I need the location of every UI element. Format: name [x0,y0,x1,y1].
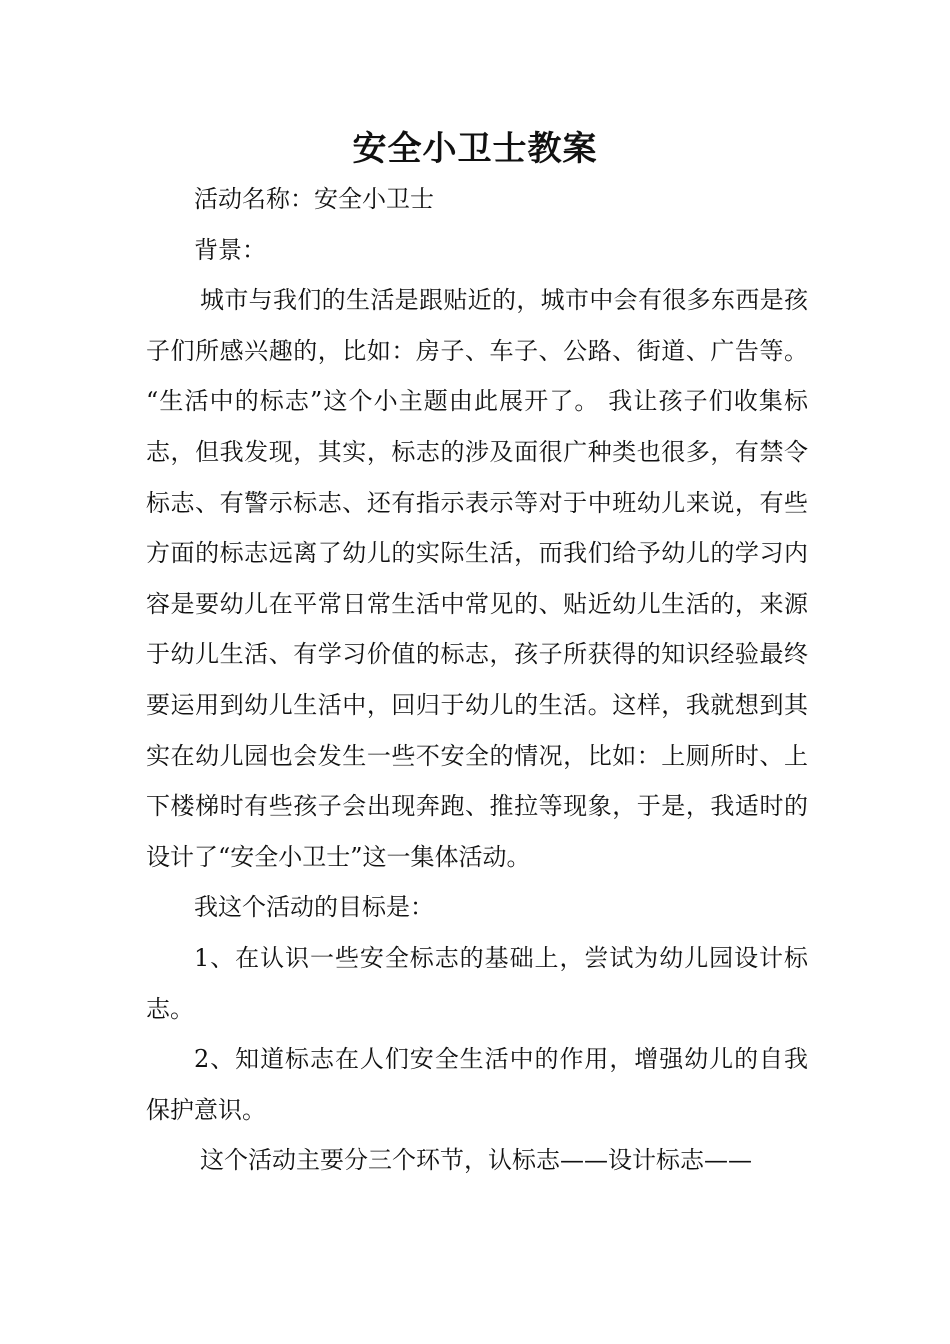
structure-paragraph: 这个活动主要分三个环节，认标志——设计标志—— [200,1146,752,1175]
document-body [146,174,808,1186]
document-title: 安全小卫士教案 [352,129,598,169]
goal-item-1: 1、在认识一些安全标志的基础上，尝试为幼儿园设计标志。 [146,943,808,1023]
goal-item-2: 2、知道标志在人们安全生活中的作用，增强幼儿的自我保护意识。 [146,1045,808,1124]
background-paragraph: 城市与我们的生活是跟贴近的，城市中会有很多东西是孩子们所感兴趣的，比如：房子、车子、公路、街道、广告等。 “生活中的标志”这个小主题由此展开了。 我让孩子们收集标志，但我发现，其实，标志的涉及面很广种类也很多，有禁令标志、有警示标志、还有指示表示等对于中班幼儿来说，有些方面的标志远离了幼儿的实际生活，而我们给予幼儿的学习内容是要幼儿在平常日常生活中常见的、贴近幼儿生活的，来源于幼儿生活、有学习价值的标志，孩子所获得的知识经验最终要运用到幼儿生活中，回归于幼儿的生活。这样，我就想到其实在幼儿园也会发生一些不安全的情况，比如：上厕所时、上下楼梯时有些孩子会出现奔跑、推拉等现象，于是，我适时的设计了“安全小卫士”这一集体活动。 [146,286,808,871]
goals-heading: 我这个活动的目标是： [194,893,434,922]
background-heading: 背景： [194,235,266,264]
activity-name-paragraph: 活动名称：安全小卫士 [194,185,434,213]
